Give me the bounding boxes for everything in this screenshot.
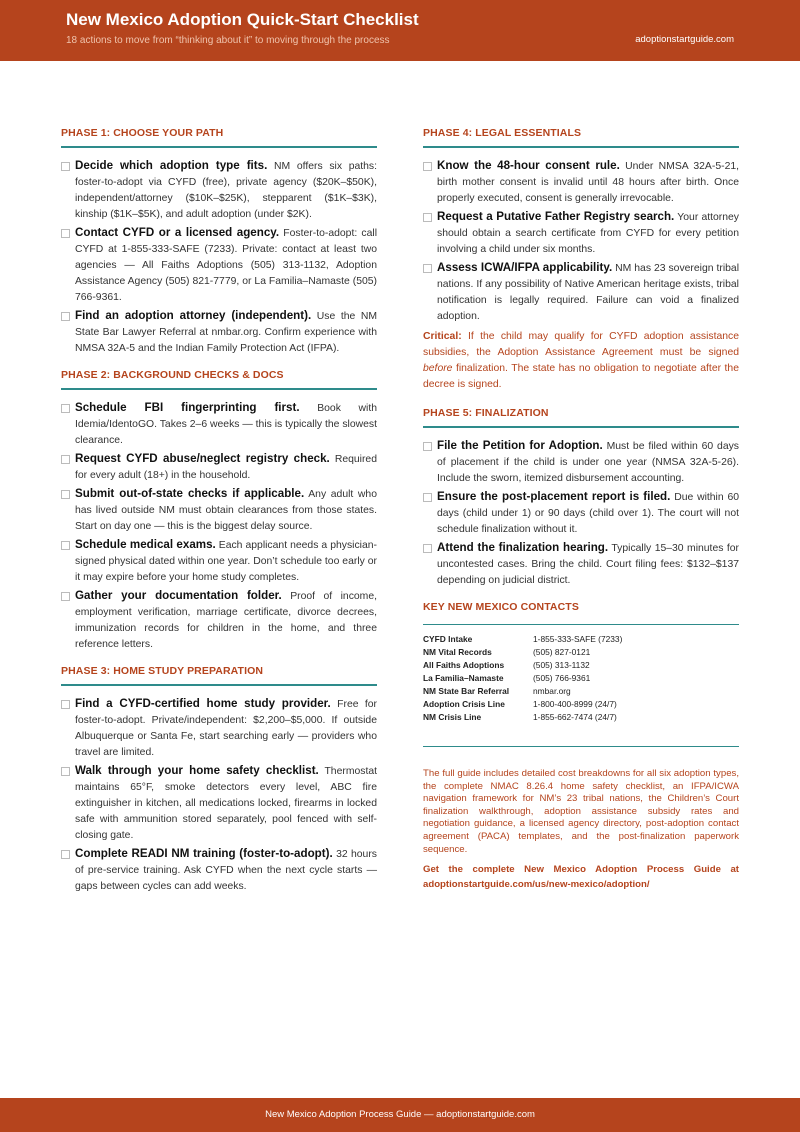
item-heading: Find an adoption attorney (independent). xyxy=(75,309,312,322)
checkbox[interactable] xyxy=(423,264,432,273)
item-text: Foster-to-adopt: call CYFD at 1-855-333-SAFE (7233). Private: contact at least two agencies — All Faiths Adoptions (505) 313-1132, Adoption Assistance Agency (505) 821-7779, or La Familia–Namaste (505) 766-9361. xyxy=(75,228,378,303)
contact-row xyxy=(423,685,622,698)
item-text: Due within 60 days (child under 1) or 90 days (child over 1). The court will not schedule finalization without it. xyxy=(437,492,740,535)
item-heading: Walk through your home safety checklist. xyxy=(75,764,319,777)
checklist xyxy=(423,438,739,589)
checkbox[interactable] xyxy=(61,592,70,601)
phase-divider xyxy=(423,426,739,428)
page-title: New Mexico Adoption Quick-Start Checklist xyxy=(66,10,419,29)
contact-value: 1-800-400-8999 (24/7) xyxy=(533,699,617,709)
contact-row xyxy=(423,711,622,724)
phase-divider xyxy=(61,388,377,390)
checklist-item xyxy=(423,209,739,258)
checklist-item xyxy=(61,696,377,761)
contact-row xyxy=(423,672,622,685)
checklist-item xyxy=(61,763,377,844)
page-footer: New Mexico Adoption Process Guide — adoptionstartguide.com xyxy=(0,1098,800,1132)
checklist xyxy=(61,696,377,895)
checklist-item xyxy=(61,400,377,449)
item-heading: Request a Putative Father Registry search. xyxy=(437,210,675,223)
contact-name: NM State Bar Referral xyxy=(423,686,510,696)
phase-heading: PHASE 3: HOME STUDY PREPARATION xyxy=(61,665,264,677)
item-heading: Decide which adoption type fits. xyxy=(75,159,268,172)
item-text: Under NMSA 32A-5-21, birth mother consent is invalid until 48 hours after birth. Once properly executed, consent is generally irrevocable. xyxy=(437,161,740,204)
checklist-item xyxy=(423,260,739,325)
phase-heading: PHASE 2: BACKGROUND CHECKS & DOCS xyxy=(61,369,284,381)
phase-divider xyxy=(61,684,377,686)
checkbox[interactable] xyxy=(61,312,70,321)
checklist-item xyxy=(61,537,377,586)
contact-value[interactable]: nmbar.org xyxy=(533,686,571,696)
checklist xyxy=(61,158,377,357)
contact-name: CYFD Intake xyxy=(423,634,473,644)
phase-section xyxy=(61,127,377,357)
left-column xyxy=(61,127,377,907)
checkbox[interactable] xyxy=(61,455,70,464)
checkbox[interactable] xyxy=(423,162,432,171)
checklist-item xyxy=(423,158,739,207)
item-text: Must be filed within 60 days of placement if the child is under one year (NMSA 32A-5-26). Include the sworn, itemized disbursement accounting. xyxy=(437,441,739,484)
item-text: Free for foster-to-adopt. Private/independent: $2,200–$5,000. If outside Albuquerque or Santa Fe, start searching early — providers who travel are limited. xyxy=(75,699,377,758)
item-heading: Request CYFD abuse/neglect registry check. xyxy=(75,452,330,465)
item-text: Your attorney should obtain a search certificate from CYFD for every petition involving a child under six months. xyxy=(437,212,739,255)
checklist xyxy=(61,400,377,653)
critical-text-before: If the child may qualify for CYFD adoption assistance subsidies, the Adoption Assistance Agreement must be signed xyxy=(423,331,740,358)
phase-divider xyxy=(61,146,377,148)
contact-value: (505) 766-9361 xyxy=(533,673,591,683)
critical-label: Critical: xyxy=(423,331,462,342)
page-header xyxy=(0,0,800,61)
item-text: 32 hours of pre-service training. Ask CYFD when the next cycle starts — gaps between cycles can add weeks. xyxy=(75,849,377,892)
checkbox[interactable] xyxy=(61,541,70,550)
item-heading: File the Petition for Adoption. xyxy=(437,439,603,452)
contacts-heading: KEY NEW MEXICO CONTACTS xyxy=(423,601,579,613)
checkbox[interactable] xyxy=(423,213,432,222)
checkbox[interactable] xyxy=(61,490,70,499)
full-guide-description: The full guide includes detailed cost breakdowns for all six adoption types, the complete NMAC 8.26.4 home safety checklist, an IFPA/ICWA navigation framework for NM’s 23 tribal nations, the Children’s Court finalization walkthrough, adoption assistance subsidy rates and negotiation guidance, a licensed agency directory, post-adoption contact agreement (PACA) templates, and the post-finalization paperwork sequence. xyxy=(423,768,739,855)
contacts-table xyxy=(423,633,622,724)
contact-row xyxy=(423,646,622,659)
critical-emphasis: before xyxy=(423,363,453,374)
checklist-item xyxy=(423,489,739,538)
item-text: Proof of income, employment verification, marriage certificate, divorce decrees, immunization records for children in the home, and three reference letters. xyxy=(75,591,377,650)
page-subtitle: 18 actions to move from “thinking about it” to moving through the process xyxy=(66,35,390,46)
contact-value: (505) 827-0121 xyxy=(533,647,591,657)
checkbox[interactable] xyxy=(61,700,70,709)
checklist-item xyxy=(61,225,377,306)
contact-name: All Faiths Adoptions xyxy=(423,660,505,670)
header-site-link[interactable]: adoptionstartguide.com xyxy=(635,34,734,45)
contact-name: La Familia–Namaste xyxy=(423,673,504,683)
item-text: Each applicant needs a physician-signed physical dated within one year. Don’t schedule too early or it may expire before your home study completes. xyxy=(75,540,377,583)
phase-section xyxy=(423,127,739,393)
checkbox[interactable] xyxy=(61,767,70,776)
contacts-section xyxy=(423,601,739,747)
item-heading: Find a CYFD-certified home study provider. xyxy=(75,697,331,710)
contact-name: Adoption Crisis Line xyxy=(423,699,505,709)
item-heading: Submit out-of-state checks if applicable. xyxy=(75,487,305,500)
checkbox[interactable] xyxy=(423,544,432,553)
checklist-item xyxy=(61,846,377,895)
phase-section xyxy=(61,665,377,895)
item-heading: Schedule FBI fingerprinting first. xyxy=(75,401,300,414)
item-text: Use the NM State Bar Lawyer Referral at nmbar.org. Confirm experience with NMSA 32A-5 and the Indian Family Protection Act (IFPA). xyxy=(75,311,378,354)
phase-divider xyxy=(423,146,739,148)
checklist-item xyxy=(423,540,739,589)
phase-heading: PHASE 5: FINALIZATION xyxy=(423,407,549,419)
right-column xyxy=(423,127,739,892)
critical-note xyxy=(423,329,739,393)
checklist-item xyxy=(61,486,377,535)
item-heading: Attend the finalization hearing. xyxy=(437,541,609,554)
item-text: Thermostat maintains 65°F, smoke detectors every level, ABC fire extinguisher in kitchen, all medications locked, firearms in locked safe with ammunition stored separately, pool fenced with self-closing gate. xyxy=(75,766,377,841)
guide-link[interactable]: Get the complete New Mexico Adoption Process Guide at adoptionstartguide.com/us/new-mexico/adoption/ xyxy=(423,864,739,891)
checklist-item xyxy=(61,588,377,653)
phase-heading: PHASE 4: LEGAL ESSENTIALS xyxy=(423,127,582,139)
checkbox[interactable] xyxy=(423,442,432,451)
item-heading: Assess ICWA/IFPA applicability. xyxy=(437,261,613,274)
contact-value: 1-855-662-7474 (24/7) xyxy=(533,712,617,722)
item-text: Required for every adult (18+) in the household. xyxy=(75,454,377,481)
contact-row xyxy=(423,633,622,646)
checklist-item xyxy=(423,438,739,487)
item-text: Any adult who has lived outside NM must obtain clearances from those states. Start on day one — this is the biggest delay source. xyxy=(75,489,377,532)
contacts-bottom-divider xyxy=(423,746,739,747)
checkbox[interactable] xyxy=(61,850,70,859)
contact-name: NM Vital Records xyxy=(423,647,492,657)
checklist-item xyxy=(61,451,377,484)
item-heading: Contact CYFD or a licensed agency. xyxy=(75,226,280,239)
item-heading: Schedule medical exams. xyxy=(75,538,216,551)
phase-section xyxy=(423,407,739,589)
checklist-item xyxy=(61,158,377,223)
phase-heading: PHASE 1: CHOOSE YOUR PATH xyxy=(61,127,224,139)
checkbox[interactable] xyxy=(423,493,432,502)
item-heading: Complete READI NM training (foster-to-adopt). xyxy=(75,847,333,860)
checklist xyxy=(423,158,739,325)
contact-value: (505) 313-1132 xyxy=(533,660,590,670)
contact-name: NM Crisis Line xyxy=(423,712,482,722)
contact-row xyxy=(423,659,622,672)
checklist-item xyxy=(61,308,377,357)
checkbox[interactable] xyxy=(61,404,70,413)
item-heading: Gather your documentation folder. xyxy=(75,589,282,602)
checkbox[interactable] xyxy=(61,162,70,171)
item-heading: Know the 48-hour consent rule. xyxy=(437,159,620,172)
item-text: Book with Idemia/IdentoGO. Takes 2–6 weeks — this is typically the slowest clearance. xyxy=(75,403,377,446)
checkbox[interactable] xyxy=(61,229,70,238)
phase-section xyxy=(61,369,377,653)
critical-text-after: finalization. The state has no obligation to negotiate after the decree is signed. xyxy=(423,363,739,390)
item-heading: Ensure the post-placement report is filed. xyxy=(437,490,671,503)
contacts-divider xyxy=(423,624,739,625)
item-text: NM offers six paths: foster-to-adopt via CYFD (free), private agency ($20K–$50K), independent/attorney ($10K–$25K), stepparent ($1K–$3K), kinship ($1K–$5K), and adult adoption (under $2K). xyxy=(75,161,377,220)
item-text: NM has 23 sovereign tribal nations. If any possibility of Native American heritage exists, tribal notification is legally required. Failure can void a finalized adoption. xyxy=(437,263,740,322)
item-text: Typically 15–30 minutes for uncontested cases. Bring the child. Court filing fees: $132–$137 depending on judicial district. xyxy=(437,543,740,586)
contact-row xyxy=(423,698,622,711)
contact-value: 1-855-333-SAFE (7233) xyxy=(533,634,623,644)
